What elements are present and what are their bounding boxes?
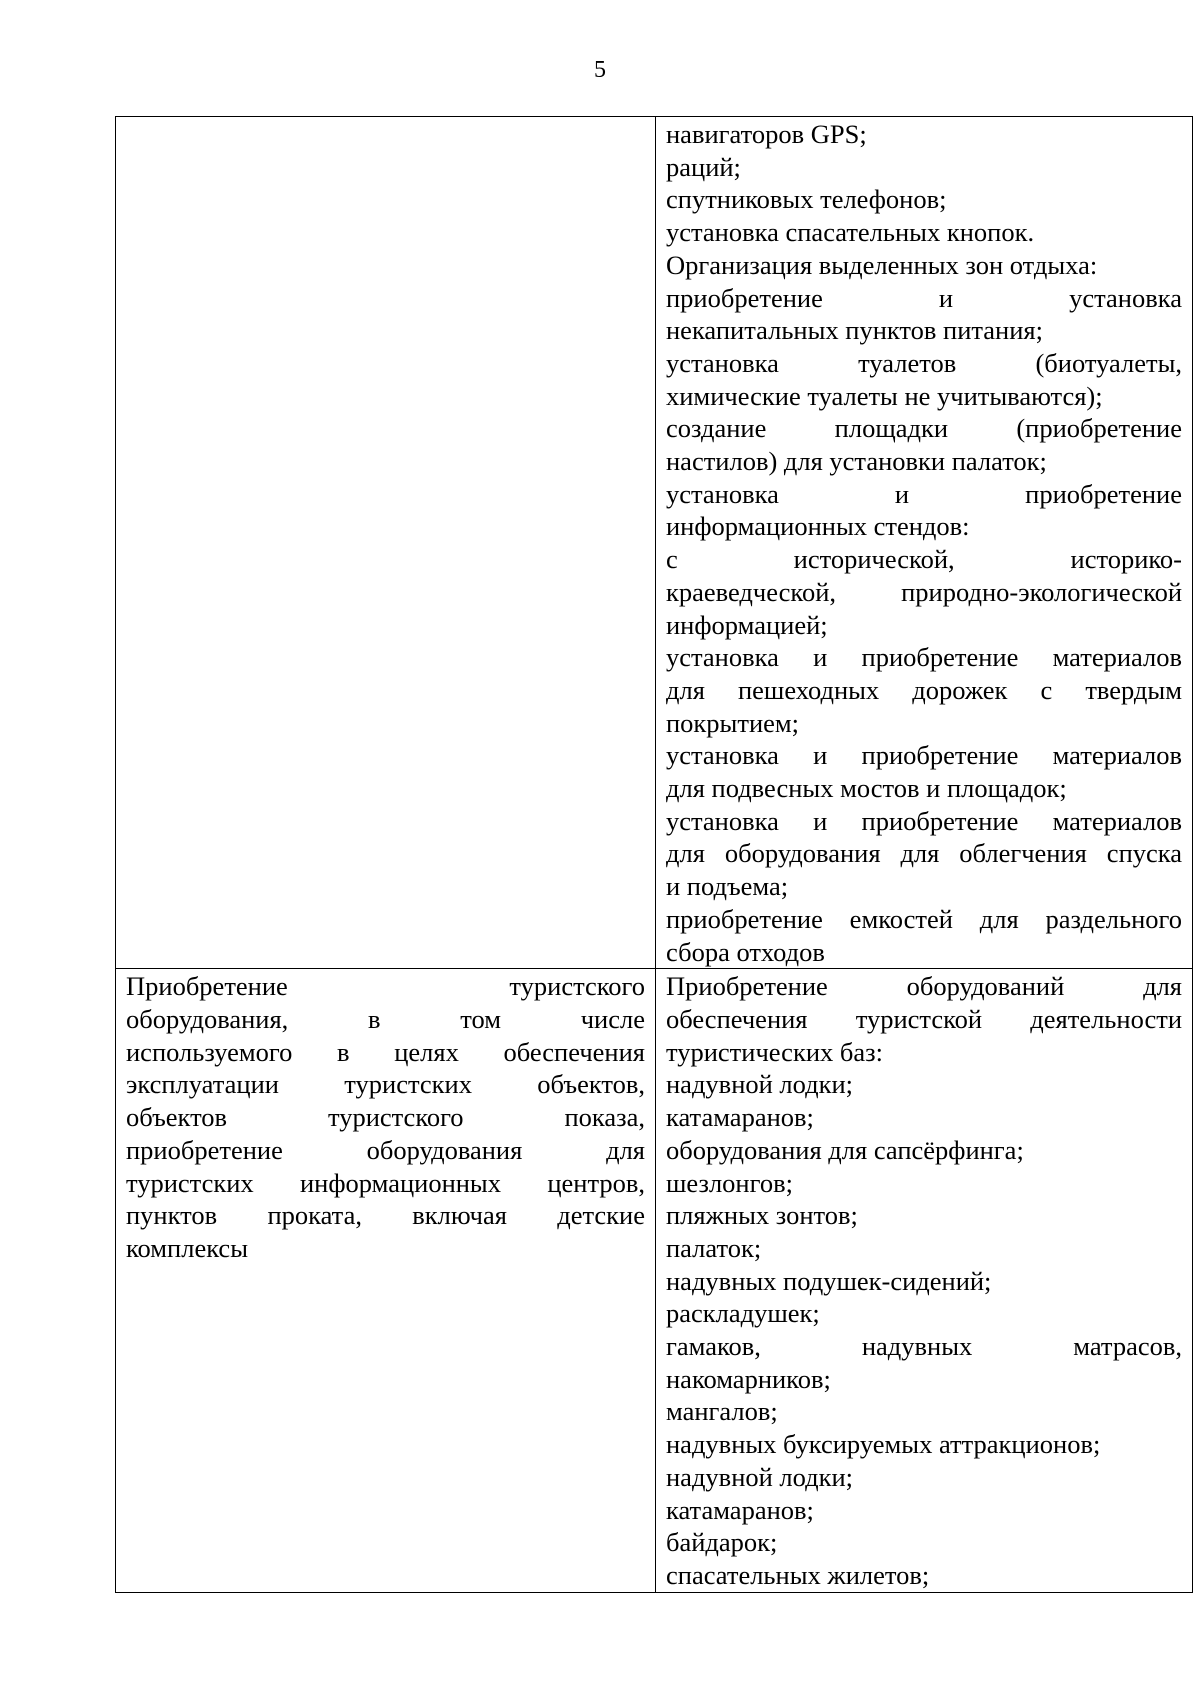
text-line: химические туалеты не учитываются); bbox=[666, 380, 1103, 411]
text-line: установка и приобретение материалов bbox=[666, 805, 1182, 836]
text-line: приобретение и установка bbox=[666, 282, 1182, 313]
text-line: установка и приобретение материалов bbox=[666, 642, 1182, 673]
text-line: покрытием; bbox=[666, 707, 800, 738]
text-line: пунктов проката, включая детские bbox=[126, 1200, 645, 1231]
text-line: палаток; bbox=[666, 1232, 762, 1263]
text-line: пляжных зонтов; bbox=[666, 1200, 858, 1231]
text-line: сбора отходов bbox=[666, 936, 825, 967]
text-line: навигаторов GPS; bbox=[666, 119, 867, 149]
text-line: надувных буксируемых аттракционов; bbox=[666, 1429, 1101, 1460]
text-line: для подвесных мостов и площадок; bbox=[666, 773, 1067, 804]
table-row bbox=[116, 969, 1193, 1592]
text-line: установка и приобретение материалов bbox=[666, 740, 1182, 771]
document-table bbox=[115, 116, 1193, 1593]
text-line: раций; bbox=[666, 151, 741, 182]
text-line: эксплуатации туристских объектов, bbox=[126, 1069, 645, 1100]
table-row bbox=[116, 117, 1193, 969]
text-line: комплексы bbox=[126, 1232, 248, 1263]
text-line: накомарников; bbox=[666, 1363, 831, 1394]
text-line: для оборудования для облегчения спуска bbox=[666, 838, 1182, 869]
text-line: туристских информационных центров, bbox=[126, 1167, 645, 1198]
text-line: для пешеходных дорожек с твердым bbox=[666, 674, 1182, 705]
text-line: объектов туристского показа, bbox=[126, 1102, 645, 1133]
text-line: создание площадки (приобретение bbox=[666, 413, 1182, 444]
text-line: катамаранов; bbox=[666, 1102, 814, 1133]
text-line: Организация выделенных зон отдыха: bbox=[666, 249, 1098, 280]
text-line: гамаков, надувных матрасов, bbox=[666, 1331, 1182, 1362]
text-line: туристических баз: bbox=[666, 1036, 883, 1067]
text-line: установка спасательных кнопок. bbox=[666, 217, 1035, 248]
text-line: оборудования для сапсёрфинга; bbox=[666, 1134, 1024, 1165]
text-line: некапитальных пунктов питания; bbox=[666, 315, 1043, 346]
text-line: раскладушек; bbox=[666, 1298, 820, 1329]
page-number: 5 bbox=[594, 57, 606, 83]
table-cell-right bbox=[656, 969, 1193, 1592]
text-line: используемого в целях обеспечения bbox=[126, 1036, 645, 1067]
text-line: настилов) для установки палаток; bbox=[666, 446, 1047, 477]
text-line: спутниковых телефонов; bbox=[666, 184, 947, 215]
text-line: информационных стендов: bbox=[666, 511, 970, 542]
text-line: установка туалетов (биотуалеты, bbox=[666, 347, 1182, 378]
text-line: обеспечения туристской деятельности bbox=[666, 1003, 1182, 1034]
text-line: Приобретение оборудований для bbox=[666, 971, 1182, 1002]
text-line: шезлонгов; bbox=[666, 1167, 793, 1198]
table-body bbox=[116, 117, 1193, 1593]
text-line: байдарок; bbox=[666, 1527, 778, 1558]
text-line: информацией; bbox=[666, 609, 828, 640]
text-line: краеведческой, природно-экологической bbox=[666, 576, 1182, 607]
text-line: надувных подушек-сидений; bbox=[666, 1265, 992, 1296]
text-line: надувной лодки; bbox=[666, 1461, 854, 1492]
text-line: и подъема; bbox=[666, 871, 789, 902]
table-cell-right bbox=[656, 117, 1193, 969]
text-line: приобретение емкостей для раздельного bbox=[666, 903, 1182, 934]
table-cell-left bbox=[116, 969, 656, 1592]
text-line: установка и приобретение bbox=[666, 478, 1182, 509]
text-line: с исторической, историко- bbox=[666, 544, 1182, 575]
text-line: мангалов; bbox=[666, 1396, 778, 1427]
text-line: надувной лодки; bbox=[666, 1069, 854, 1100]
text-line: катамаранов; bbox=[666, 1494, 814, 1525]
text-line: Приобретение туристского bbox=[126, 971, 645, 1002]
table-cell-left bbox=[116, 117, 656, 969]
text-line: приобретение оборудования для bbox=[126, 1134, 645, 1165]
text-line: оборудования, в том числе bbox=[126, 1003, 645, 1034]
text-line: спасательных жилетов; bbox=[666, 1559, 930, 1590]
